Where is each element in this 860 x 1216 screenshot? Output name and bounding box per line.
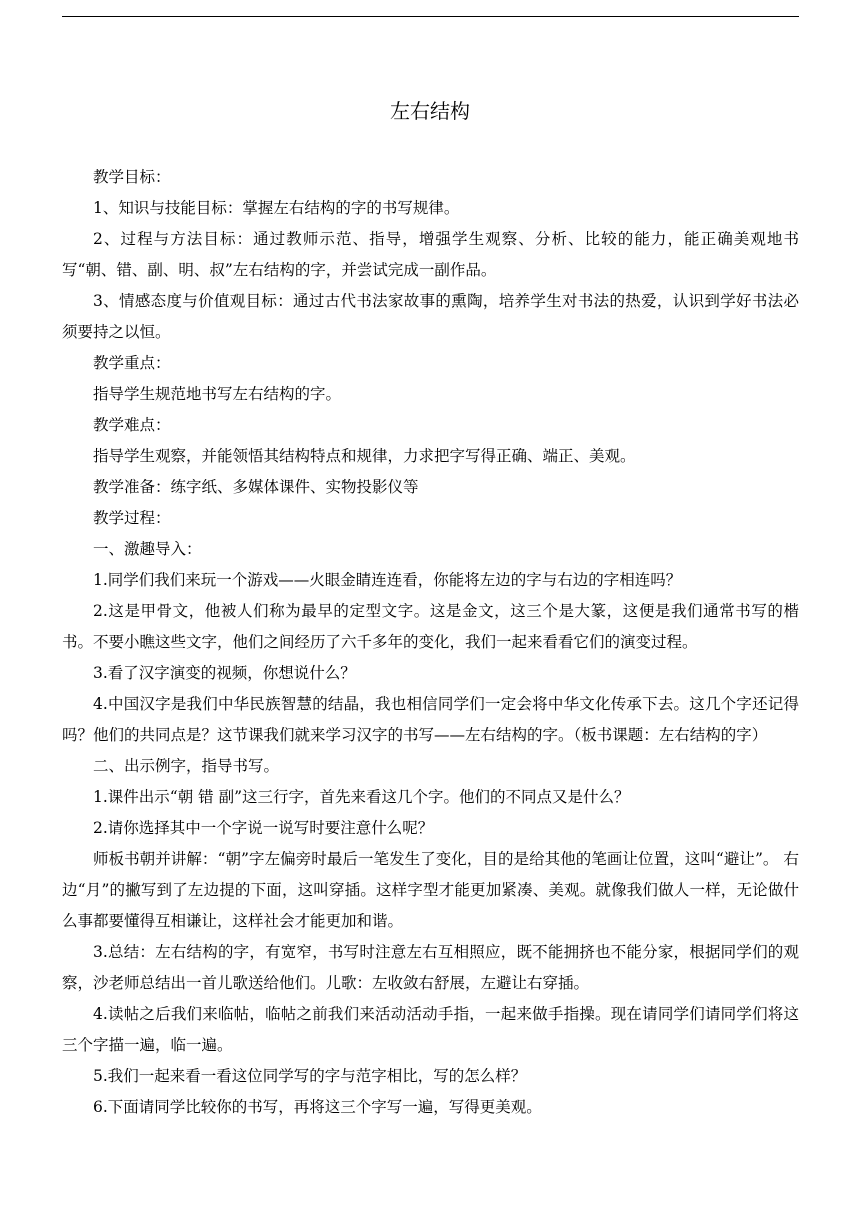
paragraph: 3、情感态度与价值观目标：通过古代书法家故事的熏陶，培养学生对书法的热爱，认识到学好书法必须要持之以恒。 bbox=[62, 292, 799, 341]
paragraph: 3.看了汉字演变的视频，你想说什么？ bbox=[93, 664, 356, 682]
paragraph: 教学过程： bbox=[93, 509, 171, 527]
paragraph: 教学准备：练字纸、多媒体课件、实物投影仪等 bbox=[93, 478, 419, 496]
header-rule bbox=[62, 16, 799, 17]
paragraph: 2、过程与方法目标：通过教师示范、指导，增强学生观察、分析、比较的能力，能正确美观地书写“朝、错、副、明、叔”左右结构的字，并尝试完成一副作品。 bbox=[62, 230, 799, 279]
paragraph: 指导学生规范地书写左右结构的字。 bbox=[93, 385, 342, 403]
document-title: 左右结构 bbox=[390, 99, 470, 123]
paragraph: 师板书朝并讲解：“朝”字左偏旁时最后一笔发生了变化，目的是给其他的笔画让位置，这叫“避让”。 右边“月”的撇写到了左边提的下面，这叫穿插。这样字型才能更加紧凑、美观。就像我们做人一样，无论做什么事都要懂得互相谦让，这样社会才能更加和谐。 bbox=[62, 850, 799, 930]
paragraph: 2.这是甲骨文，他被人们称为最早的定型文字。这是金文，这三个是大篆，这便是我们通常书写的楷书。不要小瞧这些文字，他们之间经历了六千多年的变化，我们一起来看看它们的演变过程。 bbox=[62, 602, 799, 651]
paragraph: 教学难点： bbox=[93, 416, 171, 434]
paragraph: 教学目标： bbox=[93, 168, 171, 186]
paragraph: 1、知识与技能目标：掌握左右结构的字的书写规律。 bbox=[93, 199, 460, 217]
paragraph: 一、激趣导入： bbox=[93, 540, 202, 558]
paragraph: 2.请你选择其中一个字说一说写时要注意什么呢？ bbox=[93, 819, 434, 837]
paragraph: 4.读帖之后我们来临帖，临帖之前我们来活动活动手指，一起来做手指操。现在请同学们请同学们将这三个字描一遍，临一遍。 bbox=[62, 1005, 799, 1054]
paragraph: 3.总结：左右结构的字，有宽窄，书写时注意左右互相照应，既不能拥挤也不能分家，根据同学们的观察，沙老师总结出一首儿歌送给他们。儿歌：左收敛右舒展，左避让右穿插。 bbox=[62, 943, 799, 992]
paragraph: 指导学生观察，并能领悟其结构特点和规律，力求把字写得正确、端正、美观。 bbox=[93, 447, 636, 465]
paragraph: 6.下面请同学比较你的书写，再将这三个字写一遍，写得更美观。 bbox=[93, 1098, 542, 1116]
paragraph: 4.中国汉字是我们中华民族智慧的结晶，我也相信同学们一定会将中华文化传承下去。这几个字还记得吗？他们的共同点是？这节课我们就来学习汉字的书写——左右结构的字。（板书课题：左右结构的字） bbox=[62, 695, 799, 744]
paragraph: 教学重点： bbox=[93, 354, 171, 372]
paragraph: 1.同学们我们来玩一个游戏——火眼金睛连连看，你能将左边的字与右边的字相连吗？ bbox=[93, 571, 682, 589]
document-body bbox=[62, 162, 799, 1123]
paragraph: 1.课件出示“朝 错 副”这三行字，首先来看这几个字。他们的不同点又是什么？ bbox=[93, 788, 630, 806]
paragraph: 二、出示例字，指导书写。 bbox=[93, 757, 280, 775]
paragraph: 5.我们一起来看一看这位同学写的字与范字相比，写的怎么样？ bbox=[93, 1067, 527, 1085]
